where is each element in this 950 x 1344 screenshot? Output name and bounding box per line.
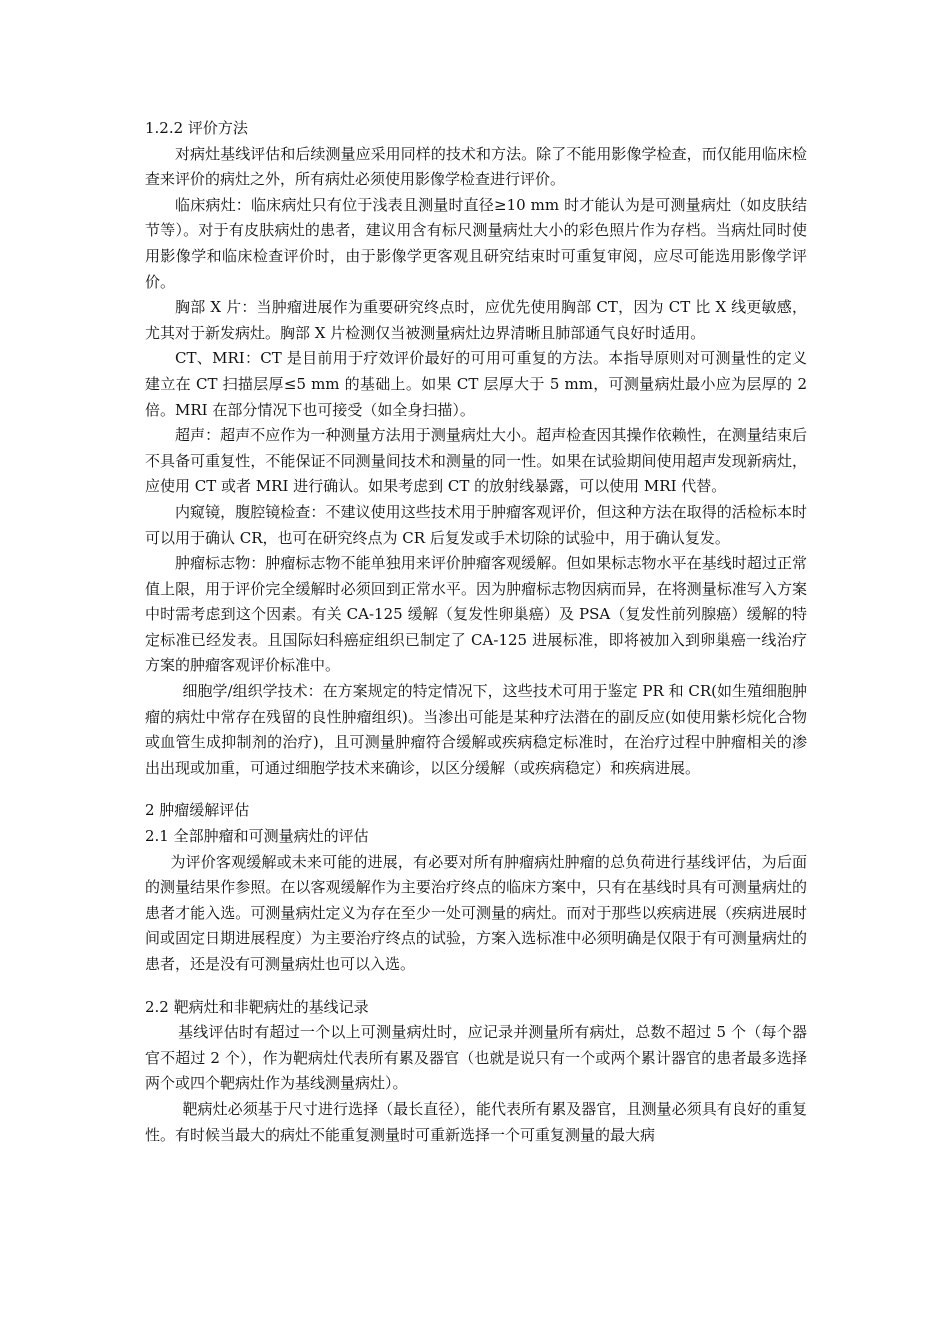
- body-paragraph: 靶病灶必须基于尺寸进行选择（最长直径），能代表所有累及器官，且测量必须具有良好的重复性。有时候当最大的病灶不能重复测量时可重新选择一个可重复测量的最大病: [145, 1099, 807, 1144]
- body-paragraph: 细胞学/组织学技术：在方案规定的特定情况下，这些技术可用于鉴定 PR 和 CR(如生殖细胞肿瘤的病灶中常存在残留的良性肿瘤组织)。当渗出可能是某种疗法潜在的副反应(如使用紫杉烷化合物或血管生成抑制剂的治疗)，且可测量肿瘤符合缓解或疾病稳定标准时，在治疗过程中肿瘤相关的渗出出现或加重，可通过细胞学技术来确诊，以区分缓解（或疾病稳定）和疾病进展。: [145, 682, 807, 777]
- body-paragraph: 为评价客观缓解或未来可能的进展，有必要对所有肿瘤病灶肿瘤的总负荷进行基线评估，为后面的测量结果作参照。在以客观缓解作为主要治疗终点的临床方案中，只有在基线时具有可测量病灶的患者才能入选。可测量病灶定义为存在至少一处可测量的病灶。而对于那些以疾病进展（疾病进展时间或固定日期进展程度）为主要治疗终点的试验，方案入选标准中必须明确是仅限于有可测量病灶的患者，还是没有可测量病灶也可以入选。: [145, 852, 807, 973]
- body-paragraph: 肿瘤标志物：肿瘤标志物不能单独用来评价肿瘤客观缓解。但如果标志物水平在基线时超过正常值上限，用于评价完全缓解时必须回到正常水平。因为肿瘤标志物因病而异，在将测量标准写入方案中时需考虑到这个因素。有关 CA-125 缓解（复发性卵巢癌）及 PSA（复发性前列腺癌）缓解的特定标准已经发表。且国际妇科癌症组织已制定了 CA-125 进展标准，即将被加入到卵巢癌一线治疗方案的肿瘤客观评价标准中。: [145, 554, 807, 675]
- body-paragraph: 超声：超声不应作为一种测量方法用于测量病灶大小。超声检查因其操作依赖性，在测量结束后不具备可重复性，不能保证不同测量间技术和测量的同一性。如果在试验期间使用超声发现新病灶，应使用 CT 或者 MRI 进行确认。如果考虑到 CT 的放射线暴露，可以使用 MRI 代替。: [145, 426, 807, 496]
- section-gap: [145, 781, 807, 798]
- document-page: [145, 116, 807, 1148]
- section-heading: 2.1 全部肿瘤和可测量病灶的评估: [145, 827, 369, 846]
- body-paragraph: 胸部 X 片：当肿瘤进展作为重要研究终点时，应优先使用胸部 CT，因为 CT 比 X 线更敏感，尤其对于新发病灶。胸部 X 片检测仅当被测量病灶边界清晰且肺部通气良好时适用。: [145, 298, 807, 342]
- section-heading: 2 肿瘤缓解评估: [145, 801, 250, 820]
- body-paragraph: 临床病灶：临床病灶只有位于浅表且测量时直径≥10 mm 时才能认为是可测量病灶（如皮肤结节等）。对于有皮肤病灶的患者，建议用含有标尺测量病灶大小的彩色照片作为存档。当病灶同时使用影像学和临床检查评价时，由于影像学更客观且研究结束时可重复审阅，应尽可能选用影像学评价。: [145, 195, 807, 291]
- section-heading: 2.2 靶病灶和非靶病灶的基线记录: [145, 997, 369, 1016]
- body-paragraph: 对病灶基线评估和后续测量应采用同样的技术和方法。除了不能用影像学检查，而仅能用临床检查来评价的病灶之外，所有病灶必须使用影像学检查进行评价。: [145, 144, 807, 189]
- body-paragraph: 基线评估时有超过一个以上可测量病灶时，应记录并测量所有病灶，总数不超过 5 个（每个器官不超过 2 个），作为靶病灶代表所有累及器官（也就是说只有一个或两个累计器官的患者最多选择两个或四个靶病灶作为基线测量病灶）。: [145, 1023, 807, 1093]
- body-paragraph: CT、MRI：CT 是目前用于疗效评价最好的可用可重复的方法。本指导原则对可测量性的定义建立在 CT 扫描层厚≤5 mm 的基础上。如果 CT 层厚大于 5 mm，可测量病灶最小应为层厚的 2 倍。MRI 在部分情况下也可接受（如全身扫描）。: [145, 349, 807, 419]
- section-gap: [145, 978, 807, 995]
- body-paragraph: 内窥镜，腹腔镜检查：不建议使用这些技术用于肿瘤客观评价，但这种方法在取得的活检标本时可以用于确认 CR，也可在研究终点为 CR 后复发或手术切除的试验中，用于确认复发。: [145, 502, 807, 547]
- section-heading: 1.2.2 评价方法: [145, 119, 248, 137]
